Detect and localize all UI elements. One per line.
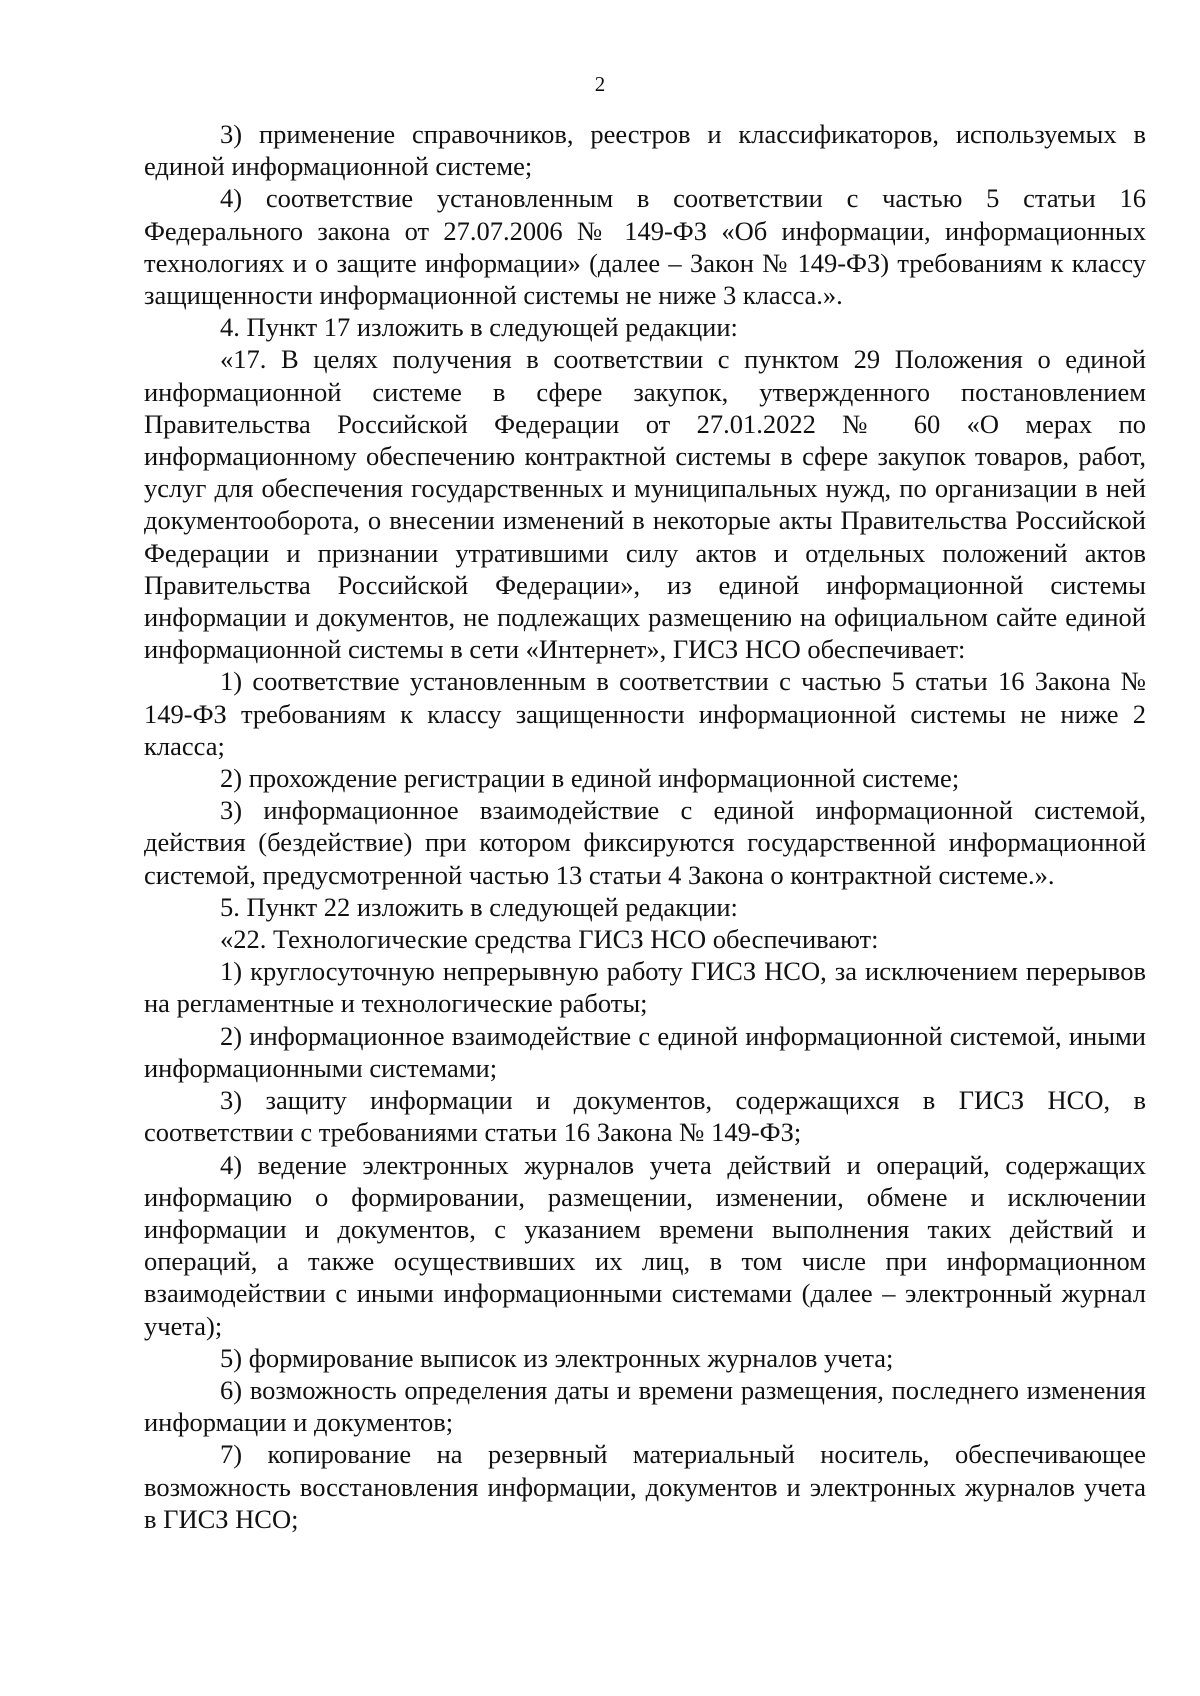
page-number: 2 — [594, 72, 606, 96]
paragraph-point-17-item-2: 2) прохождение регистрации в единой информационной системе; — [220, 763, 960, 794]
paragraph-point-22-item-4: 4) ведение электронных журналов учета действий и операций, содержащих информацию о формировании, размещении, изменении, обмене и исключении информации и документов, с указанием времени выполнения таких действий и операций, а также осуществивших их лиц, в том числе при информационном взаимодействии с иными информационными системами (далее – электронный журнал учета); — [144, 1149, 1146, 1341]
paragraph-point-17-item-3: 3) информационное взаимодействие с единой информационной системой, действия (бездействие) при котором фиксируются государственной информационной системой, предусмотренной частью 13 статьи 4 Закона о контрактной системе.». — [144, 795, 1146, 890]
paragraph-point-17-item-1: 1) соответствие установленным в соответствии с частью 5 статьи 16 Закона № 149-ФЗ требованиям к классу защищенности информационной системы не ниже 2 класса; — [144, 666, 1146, 761]
paragraph-point-22: «22. Технологические средства ГИСЗ НСО обеспечивают: — [220, 924, 879, 955]
paragraph-amendment-5: 5. Пункт 22 изложить в следующей редакции: — [220, 891, 738, 922]
paragraph-point-22-item-3: 3) защиту информации и документов, содержащихся в ГИСЗ НСО, в соответствии с требованиями статьи 16 Закона № 149-ФЗ; — [144, 1085, 1146, 1148]
paragraph-point-22-item-6: 6) возможность определения даты и времени размещения, последнего изменения информации и документов; — [144, 1374, 1146, 1438]
document-body — [144, 118, 1146, 1535]
paragraph-point-22-item-1: 1) круглосуточную непрерывную работу ГИСЗ НСО, за исключением перерывов на регламентные и технологические работы; — [144, 956, 1146, 1019]
paragraph-item-3-reference-books: 3) применение справочников, реестров и классификаторов, используемых в единой информационной системе; — [144, 119, 1146, 182]
paragraph-point-22-item-2: 2) информационное взаимодействие с единой информационной системой, иными информационными системами; — [144, 1020, 1146, 1083]
paragraph-point-22-item-7: 7) копирование на резервный материальный носитель, обеспечивающее возможность восстановления информации, документов и электронных журналов учета в ГИСЗ НСО; — [144, 1439, 1146, 1534]
paragraph-point-17: «17. В целях получения в соответствии с пунктом 29 Положения о единой информационной системе в сфере закупок, утвержденного постановлением Правительства Российской Федерации от 27.01.2022 № 60 «О мерах по информационному обеспечению контрактной системы в сфере закупок товаров, работ, услуг для обеспечения государственных и муниципальных нужд, по организации в ней документооборота, о внесении изменений в некоторые акты Правительства Российской Федерации и признании утратившими силу актов и отдельных положений актов Правительства Российской Федерации», из единой информационной системы информации и документов, не подлежащих размещению на официальном сайте единой информационной системы в сети «Интернет», ГИСЗ НСО обеспечивает: — [144, 344, 1146, 665]
paragraph-item-4-protection-class: 4) соответствие установленным в соответствии с частью 5 статьи 16 Федерального закона от 27.07.2006 № 149-ФЗ «Об информации, информационных технологиях и о защите информации» (далее – Закон № 149-ФЗ) требованиям к классу защищенности информационной системы не ниже 3 класса.». — [144, 183, 1146, 311]
paragraph-point-22-item-5: 5) формирование выписок из электронных журналов учета; — [220, 1342, 894, 1373]
paragraph-amendment-4: 4. Пункт 17 изложить в следующей редакции: — [220, 312, 738, 343]
